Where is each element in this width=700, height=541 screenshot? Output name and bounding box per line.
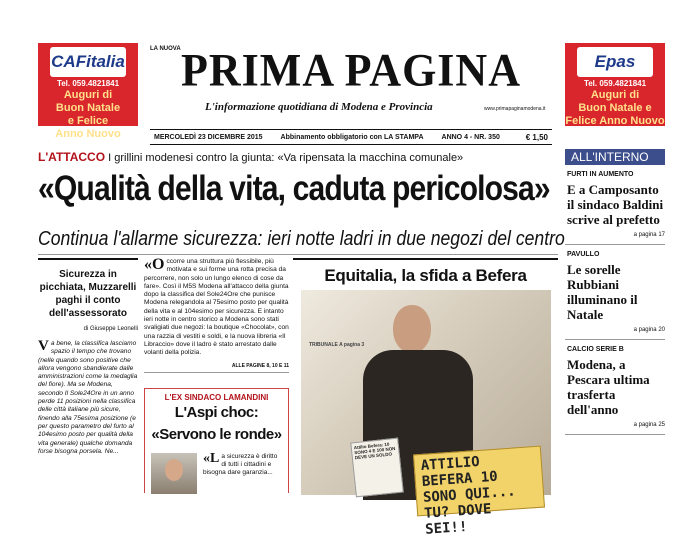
lead-article-body: [144, 258, 289, 358]
editorial-body: [38, 340, 138, 456]
protester-photo: [301, 290, 551, 538]
sidebar-header: ALL'INTERNO: [565, 149, 665, 165]
sidebar-item[interactable]: [565, 171, 665, 245]
sidebar-item-kicker: FURTI IN AUMENTO: [567, 171, 634, 178]
small-sign-text: Attilio Befera: 10 SONO 4 E 100 NON DEVE UN SOLDO: [353, 441, 396, 461]
ad-right-phone: Tel. 059.4821841: [583, 79, 647, 88]
ad-left-wish-3: e Felice: [67, 115, 109, 127]
lead-article-text: ccorre una struttura più flessibile, più motivata e sui forme una rotta precisa da percorrere, non solo un lungo elenco di cose da fare». Così il M5S Modena all'attacco della giunta dopo la classifica del Sole24Ore che punisce Modena relegandola al 75esimo posto per qualità della vita e al 104esimo per sicurezza. E intanto ieri notte in centro storico a Modena sono stati svaligiati due negozi: la boutique «Chocolat», con una razzia di vestiti e soldi, e la nuova libreria «Il Libraccio» dove il ladro è stato arrestato dalle volanti della polizia.: [144, 258, 289, 357]
sidebar-item-title: Modena, a Pescara ultima trasferta dell'anno: [567, 357, 650, 417]
ad-right-wish-3: Felice Anno Nuovo: [565, 115, 665, 127]
sidebar-item-kicker: PAVULLO: [567, 251, 600, 258]
ad-left-phone: Tel. 059.4821841: [56, 79, 120, 88]
editorial-title: Sicurezza in picchiata, Muzzarelli paghi il conto dell'assessorato: [39, 269, 137, 319]
box-headline-2: «Servono le ronde»: [151, 426, 282, 443]
issue-date: MERCOLEDÌ 23 DICEMBRE 2015: [154, 133, 263, 141]
subscription-note: Abbinamento obbligatorio con LA STAMPA: [280, 133, 424, 141]
ad-right-wish-2: Buon Natale e: [578, 102, 652, 114]
box-dropcap: «L: [203, 451, 220, 466]
ad-left-wish-4: Anno Nuovo: [55, 128, 121, 140]
ad-left-wish-1: Auguri di: [63, 89, 113, 101]
lead-page-ref: ALLE PAGINE 8, 10 E 11: [144, 363, 289, 373]
masthead-web: www.primapaginamodena.it: [484, 106, 546, 112]
issue-info-bar: [150, 129, 552, 145]
small-sign: [350, 438, 403, 498]
sidebar-item-page: a pagina 20: [565, 327, 665, 340]
issue-number: ANNO 4 - NR. 350: [441, 133, 500, 141]
lead-headline: «Qualità della vita, caduta pericolosa»: [38, 169, 550, 208]
editorial-dropcap: V: [38, 338, 49, 354]
ad-right-wish-1: Auguri di: [590, 89, 640, 101]
epas-brand: Epas: [594, 52, 636, 71]
masthead-tagline: L'informazione quotidiana di Modena e Provincia: [205, 101, 433, 113]
photo-story-headline: Equitalia, la sfida a Befera: [324, 266, 527, 285]
ad-left-wish-2: Buon Natale: [55, 102, 121, 114]
sidebar-item[interactable]: [565, 346, 665, 435]
sidebar-item-page: a pagina 17: [565, 232, 665, 245]
caf-brand: CAFitalia: [51, 52, 125, 71]
epas-logo: [577, 47, 653, 77]
lead-dropcap: «O: [144, 256, 165, 273]
lead-subhead: Continua l'allarme sicurezza: ieri notte ladri in due negozi del centro: [38, 228, 565, 250]
editorial-column: [38, 258, 138, 493]
ad-caf-italia: [38, 43, 138, 140]
masthead-prefix: LA NUOVA: [150, 46, 181, 52]
lead-kicker: L'ATTACCO: [38, 150, 106, 164]
lead-kicker-text: I grillini modenesi contro la giunta: «Va ripensata la macchina comunale»: [108, 152, 464, 164]
sidebar-item-page: a pagina 25: [565, 422, 665, 435]
lamandini-box: [144, 388, 289, 493]
inside-sidebar: [565, 149, 665, 493]
box-kicker: L'EX SINDACO LAMANDINI: [164, 393, 269, 402]
lead-article: [144, 258, 289, 373]
masthead-title: PRIMA PAGINA: [181, 44, 521, 97]
protester-head: [393, 305, 431, 353]
photo-caption: TRIBUNALE A pagina 3: [309, 342, 365, 348]
divider: [38, 254, 558, 255]
big-sign: [413, 446, 545, 538]
box-headline-1: L'Aspi choc:: [174, 404, 259, 421]
sidebar-item-title: E a Camposanto il sindaco Baldini scrive al prefetto: [567, 182, 664, 227]
editorial-byline: di Giuseppe Leonelli: [83, 326, 138, 332]
sidebar-item-kicker: CALCIO SERIE B: [567, 346, 624, 353]
caf-logo: [50, 47, 126, 77]
editorial-text: a bene, la classifica lasciamo spazio il tempo che trovano (nelle quando sono positive che allora vengono sbandierate dalle amministrazioni come la medaglia del fiore). Ma se Modena, secondo Il Sole24Ore in un anno perde 11 posizioni nella classifica delle città italiane più sicure, finendo alla 75esima posizione (e per questo parametro del furto al 104esimo posto per qualità della vita generale) qualche domanda forse bisogna porsela. Ne...: [38, 340, 138, 455]
issue-price: € 1,50: [525, 132, 548, 142]
sidebar-item-title: Le sorelle Rubbiani illuminano il Natale: [567, 262, 638, 322]
box-text: a sicurezza è diritto di tutti i cittadini e bisogna dare garanzia...: [203, 453, 278, 476]
photo-story: [293, 258, 558, 538]
lamandini-photo: [151, 453, 197, 494]
sidebar-item[interactable]: [565, 251, 665, 340]
lead-kicker-row: [38, 150, 463, 164]
box-body: [203, 453, 283, 477]
big-sign-text: ATTILIO BEFERA 10 SONO QUI... TU? DOVE SEI!!: [420, 453, 517, 538]
ad-epas: [565, 43, 665, 126]
